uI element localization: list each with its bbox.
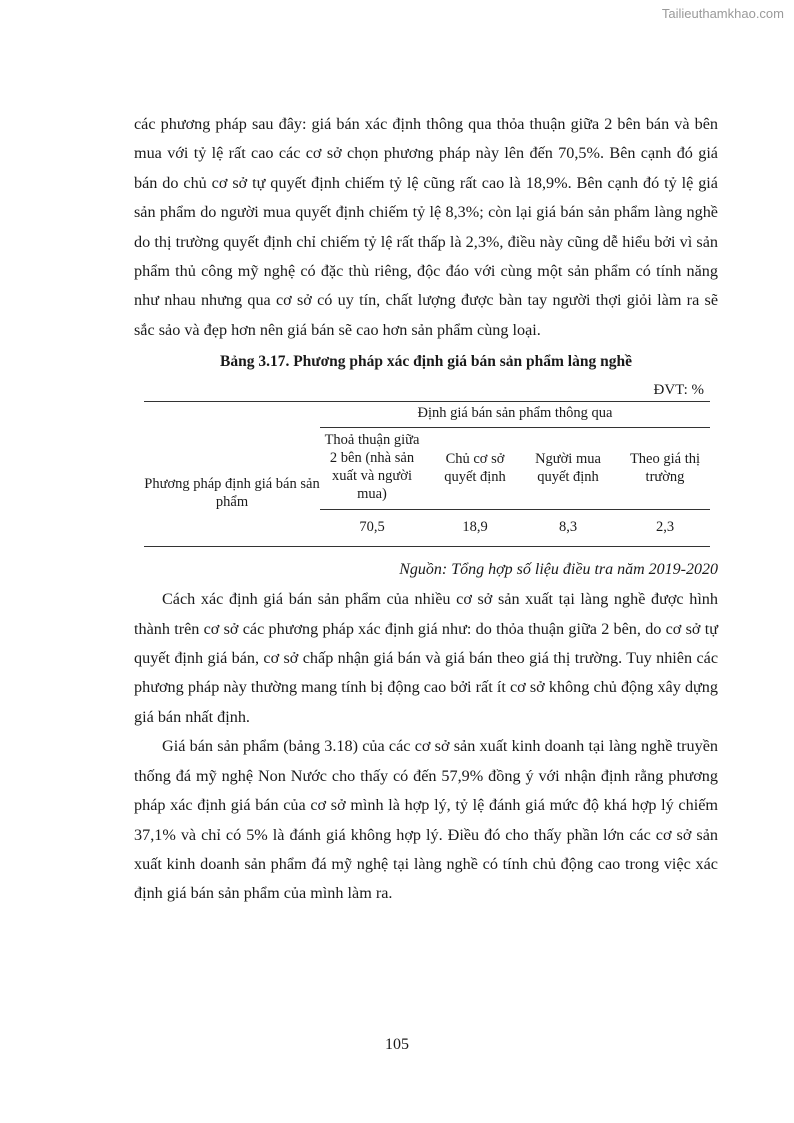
column-header-market: Theo giá thị trường [629,451,701,486]
price-method-table [144,401,710,553]
group-header: Định giá bán sản phẩm thông qua [417,405,613,422]
table-unit: ĐVT: % [653,382,704,399]
value-buyer: 8,3 [558,519,578,536]
column-header-rule [320,509,710,510]
table-source: Nguồn: Tổng hợp số liệu điều tra năm 2019-2020 [399,561,718,579]
paragraph-2: Cách xác định giá bán sản phẩm của nhiều cơ sở sản xuất tại làng nghề được hình thành trên cơ sở các phương pháp xác định giá như: do thỏa thuận giữa 2 bên, do cơ sở tự quyết định giá bán, cơ sở chấp nhận giá bán và giá bán theo giá thị trường. Tuy nhiên các phương pháp này thường mang tính bị động cao bởi rất ít cơ sở không chủ động xây dựng giá bán nhất định. [134,590,718,726]
value-market: 2,3 [655,519,675,536]
group-header-rule [320,427,710,428]
table-bottom-rule [144,546,710,547]
paragraph-intro: các phương pháp sau đây: giá bán xác định thông qua thỏa thuận giữa 2 bên bán và bên mua với tỷ lệ rất cao các cơ sở chọn phương pháp này lên đến 70,5%. Bên cạnh đó giá bán do chủ cơ sở tự quyết định chiếm tỷ lệ cũng rất cao là 18,9%. Bên cạnh đó tỷ lệ giá sản phẩm do người mua quyết định chiếm tỷ lệ 8,3%; còn lại giá bán sản phẩm làng nghề do thị trường quyết định chỉ chiếm tỷ lệ rất thấp là 2,3%, điều này cũng dễ hiểu bởi vì sản phẩm thủ công mỹ nghệ có đặc thù riêng, độc đáo với cùng một sản phẩm có tính năng như nhau nhưng qua cơ sở có uy tín, chất lượng được bàn tay người thợi giỏi làm ra sẽ sắc sảo và đẹp hơn nên giá bán sẽ cao hơn sản phẩm cùng loại. [134,115,718,339]
column-header-owner: Chủ cơ sở quyết định [444,451,506,486]
page-content [134,110,718,909]
table-caption: Bảng 3.17. Phương pháp xác định giá bán sản phẩm làng nghề [220,353,632,371]
value-owner: 18,9 [462,519,488,536]
paragraph-3: Giá bán sản phẩm (bảng 3.18) của các cơ sở sản xuất kinh doanh tại làng nghề truyền thống đá mỹ nghệ Non Nước cho thấy có đến 57,9% đồng ý với nhận định rằng phương pháp xác định giá bán của cơ sở mình là hợp lý, tỷ lệ đánh giá mức độ khá hợp lý chiếm 37,1% và chỉ có 5% là đánh giá không hợp lý. Điều đó cho thấy phần lớn các cơ sở sản xuất kinh doanh sản phẩm đá mỹ nghệ tại làng nghề có tính chủ động cao trong việc xác định giá bán sản phẩm của mình làm ra. [134,737,718,903]
table-top-rule [144,401,710,402]
row-header: Phương pháp định giá bán sản phẩm [144,476,320,511]
page-number: 105 [385,1036,409,1053]
value-agreement: 70,5 [359,519,385,536]
watermark: Tailieuthamkhao.com [661,6,784,21]
column-header-buyer: Người mua quyết định [535,451,601,486]
column-header-agreement: Thoả thuận giữa 2 bên (nhà sản xuất và người mua) [324,432,420,503]
